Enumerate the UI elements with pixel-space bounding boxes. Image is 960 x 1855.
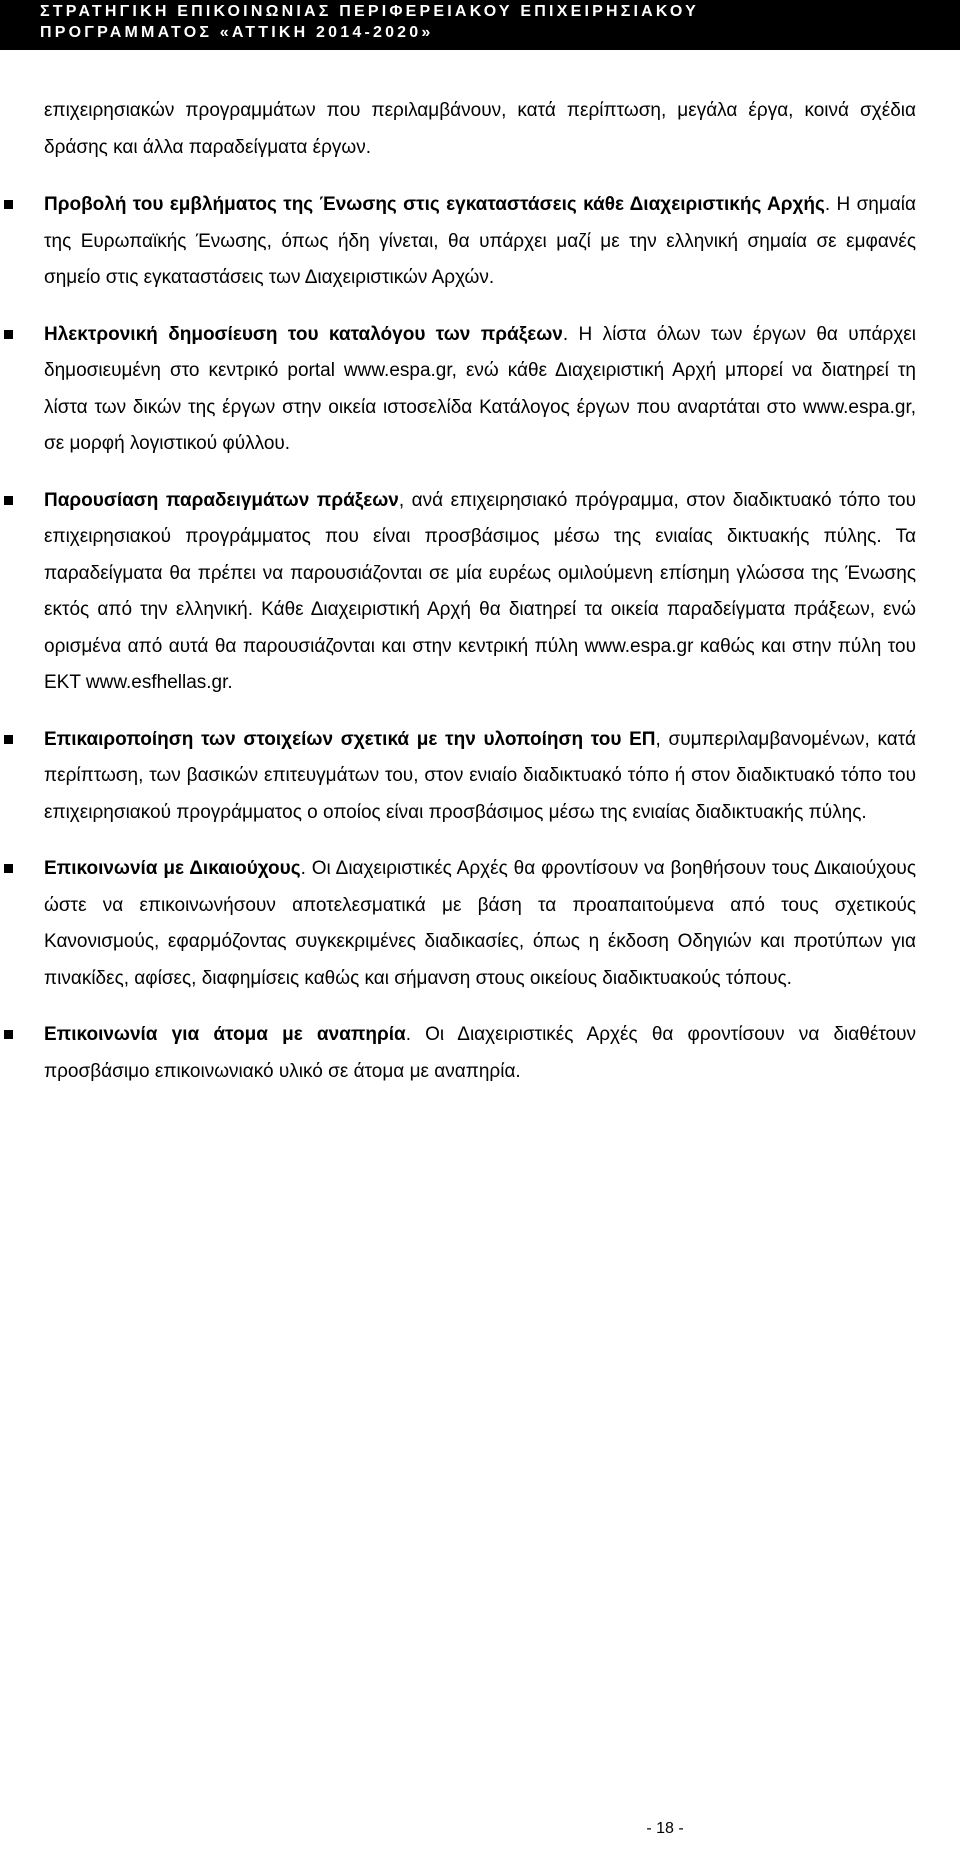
list-item-heading: Παρουσίαση παραδειγμάτων πράξεων [44, 489, 399, 511]
list-item-text [44, 490, 916, 694]
list-item-heading: Επικοινωνία για άτομα με αναπηρία [44, 1024, 406, 1045]
list-item-body: , ανά επιχειρησιακό πρόγραμμα, στον διαδικτυακό τόπο του επιχειρησιακού προγράμματος που είναι προσβάσιμος μέσω της ενιαίας δικτυακής πύλης. Τα παραδείγματα θα πρέπει να παρουσιάζονται σε μία ευρέως ομιλούμενη επίσημη γλώσσα της Ένωσης εκτός από την ελληνική. Κάθε Διαχειριστική Αρχή θα διατηρεί τα οικεία παραδείγματα πράξεων, ενώ ορισμένα από αυτά θα παρουσιάζονται και στην κεντρική πύλη www.espa.gr καθώς και στην πύλη του ΕΚΤ www.esfhellas.gr. [44, 489, 917, 693]
list-item-body: . Οι Διαχειριστικές Αρχές θα φροντίσουν να βοηθήσουν τους Δικαιούχους ώστε να επικοινωνήσουν αποτελεσματικά με βάση τα προαπαιτούμενα από τους σχετικούς Κανονισμούς, εφαρμόζοντας συγκεκριμένες διαδικασίες, όπως η έκδοση Οδηγιών και προτύπων για πινακίδες, αφίσες, διαφημίσεις καθώς και σήμανση στους οικείους διαδικτυακούς τόπους. [44, 858, 916, 989]
bullet-list [44, 187, 916, 1090]
document-body [44, 93, 916, 1110]
list-item-heading: Επικαιροποίηση των στοιχείων σχετικά με την υλοποίηση του ΕΠ [44, 728, 656, 750]
list-item-body: , συμπεριλαμβανομένων, κατά περίπτωση, των βασικών επιτευγμάτων του, στον ενιαίο διαδικτυακό τόπο ή στον διαδικτυακό τόπο του επιχειρησιακού προγράμματος ο οποίος είναι προσβάσιμος μέσω της ενιαίας διαδικτυακής πύλης. [44, 728, 917, 823]
list-item [44, 187, 916, 297]
list-item [44, 851, 916, 997]
header-title-line-1: ΣΤΡΑΤΗΓΙΚΗ ΕΠΙΚΟΙΝΩΝΙΑΣ ΠΕΡΙΦΕΡΕΙΑΚΟΥ ΕΠΙΧΕΙΡΗΣΙΑΚΟΥ [40, 3, 700, 20]
header-title-line-2: ΠΡΟΓΡΑΜΜΑΤΟΣ «ΑΤΤΙΚΗ 2014-2020» [40, 24, 434, 41]
square-bullet-icon [4, 496, 13, 505]
list-item-text [44, 194, 916, 288]
list-item-body: . Οι Διαχειριστικές Αρχές θα φροντίσουν να διαθέτουν προσβάσιμο επικοινωνιακό υλικό σε άτομα με αναπηρία. [44, 1024, 916, 1082]
list-item-heading: Ηλεκτρονική δημοσίευση του καταλόγου των πράξεων [44, 323, 563, 345]
page-number: - 18 - [646, 1820, 684, 1837]
square-bullet-icon [4, 864, 13, 873]
list-item-text [44, 729, 916, 823]
document-header [0, 0, 960, 50]
square-bullet-icon [4, 1030, 13, 1039]
list-item-text [44, 858, 916, 989]
list-item-body: . Η σημαία της Ευρωπαϊκής Ένωσης, όπως ήδη γίνεται, θα υπάρχει μαζί με την ελληνική σημαία σε εμφανές σημείο στις εγκαταστάσεις των Διαχειριστικών Αρχών. [44, 194, 916, 288]
list-item [44, 483, 916, 702]
intro-text: επιχειρησιακών προγραμμάτων που περιλαμβάνουν, κατά περίπτωση, μεγάλα έργα, κοινά σχέδια δράσης και άλλα παραδείγματα έργων. [44, 100, 916, 158]
list-item [44, 1017, 916, 1090]
list-item-heading: Επικοινωνία με Δικαιούχους [44, 858, 301, 879]
list-item [44, 722, 916, 832]
square-bullet-icon [4, 735, 13, 744]
list-item-heading: Προβολή του εμβλήματος της Ένωσης στις εγκαταστάσεις κάθε Διαχειριστικής Αρχής [44, 194, 825, 215]
square-bullet-icon [4, 200, 13, 209]
list-item-text [44, 1024, 916, 1082]
list-item-body: . Η λίστα όλων των έργων θα υπάρχει δημοσιευμένη στο κεντρικό portal www.espa.gr, ενώ κάθε Διαχειριστική Αρχή μπορεί να διατηρεί τη λίστα των δικών της έργων στην οικεία ιστοσελίδα Κατάλογος έργων που αναρτάται στο www.espa.gr, σε μορφή λογιστικού φύλλου. [44, 323, 916, 454]
list-item-text [44, 324, 916, 455]
square-bullet-icon [4, 330, 13, 339]
intro-paragraph [44, 93, 916, 166]
list-item [44, 317, 916, 463]
